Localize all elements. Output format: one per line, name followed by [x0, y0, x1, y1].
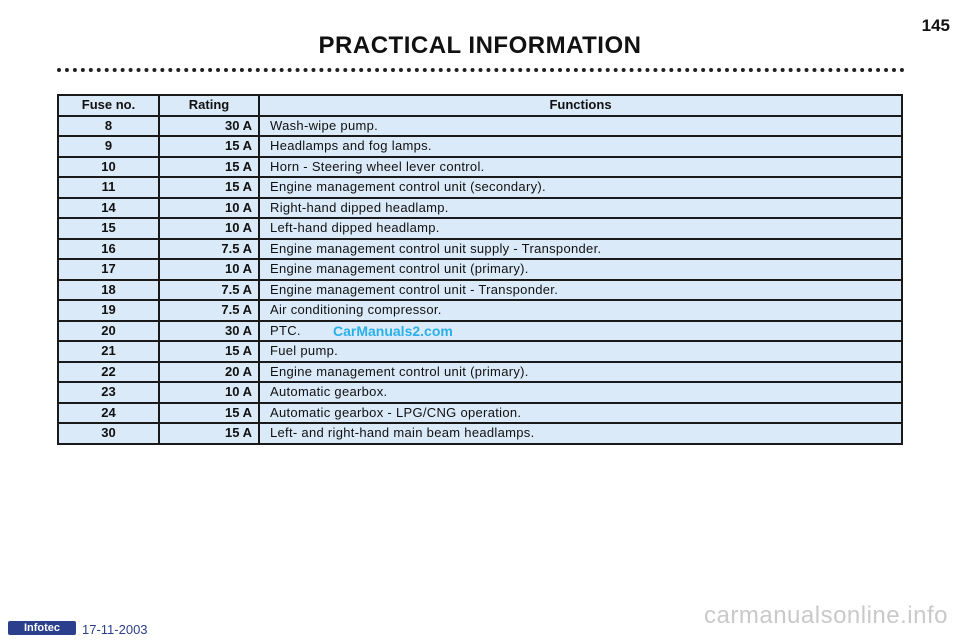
- fuse-number-cell: 22: [58, 362, 159, 383]
- fuse-number-cell: 16: [58, 239, 159, 260]
- table-row: [58, 177, 902, 198]
- table-row: [58, 423, 902, 444]
- table-row: [58, 198, 902, 219]
- watermark-text: CarManuals2.com: [333, 323, 453, 339]
- function-cell: Wash-wipe pump.: [259, 116, 902, 137]
- table-body: [58, 116, 902, 444]
- function-cell: Right-hand dipped headlamp.: [259, 198, 902, 219]
- table-row: [58, 136, 902, 157]
- header-rating: Rating: [159, 95, 259, 116]
- table-row: [58, 280, 902, 301]
- function-cell: PTC.: [259, 321, 902, 342]
- page-number: 145: [921, 16, 950, 35]
- fuse-number-cell: 30: [58, 423, 159, 444]
- fuse-number-cell: 19: [58, 300, 159, 321]
- function-cell: Engine management control unit (primary).: [259, 362, 902, 383]
- rating-cell: 7.5 A: [159, 300, 259, 321]
- rating-cell: 15 A: [159, 157, 259, 178]
- fuse-number-cell: 10: [58, 157, 159, 178]
- function-cell: Horn - Steering wheel lever control.: [259, 157, 902, 178]
- rating-cell: 30 A: [159, 321, 259, 342]
- table-row: [58, 300, 902, 321]
- function-cell: Headlamps and fog lamps.: [259, 136, 902, 157]
- table-row: [58, 362, 902, 383]
- fuse-number-cell: 24: [58, 403, 159, 424]
- table-row: [58, 239, 902, 260]
- header-functions: Functions: [259, 95, 902, 116]
- table-row: [58, 341, 902, 362]
- function-cell: Engine management control unit - Transponder.: [259, 280, 902, 301]
- infotec-badge: Infotec: [8, 621, 76, 635]
- function-cell: Left-hand dipped headlamp.: [259, 218, 902, 239]
- function-cell: Automatic gearbox - LPG/CNG operation.: [259, 403, 902, 424]
- rating-cell: 7.5 A: [159, 280, 259, 301]
- rating-cell: 10 A: [159, 218, 259, 239]
- rating-cell: 10 A: [159, 198, 259, 219]
- rating-cell: 15 A: [159, 177, 259, 198]
- table-row: [58, 116, 902, 137]
- table-header-row: [58, 95, 902, 116]
- footer-site-watermark: carmanualsonline.info: [704, 602, 948, 629]
- rating-cell: 20 A: [159, 362, 259, 383]
- fuse-number-cell: 20: [58, 321, 159, 342]
- header-fuse-no: Fuse no.: [58, 95, 159, 116]
- footer-date: 17-11-2003: [82, 622, 148, 637]
- table-row: [58, 157, 902, 178]
- function-cell: Engine management control unit (secondary).: [259, 177, 902, 198]
- rating-cell: 15 A: [159, 341, 259, 362]
- function-cell: Left- and right-hand main beam headlamps.: [259, 423, 902, 444]
- page-title: PRACTICAL INFORMATION: [318, 32, 642, 59]
- fuse-number-cell: 23: [58, 382, 159, 403]
- rating-cell: 10 A: [159, 259, 259, 280]
- function-cell: Air conditioning compressor.: [259, 300, 902, 321]
- dotted-divider: [57, 68, 905, 72]
- rating-cell: 15 A: [159, 403, 259, 424]
- rating-cell: 30 A: [159, 116, 259, 137]
- rating-cell: 7.5 A: [159, 239, 259, 260]
- table-row: [58, 382, 902, 403]
- function-cell: Automatic gearbox.: [259, 382, 902, 403]
- fuse-number-cell: 21: [58, 341, 159, 362]
- table-row: [58, 259, 902, 280]
- fuse-number-cell: 15: [58, 218, 159, 239]
- table-row: [58, 321, 902, 342]
- function-cell: Engine management control unit supply - Transponder.: [259, 239, 902, 260]
- function-cell: Engine management control unit (primary).: [259, 259, 902, 280]
- fuse-number-cell: 14: [58, 198, 159, 219]
- rating-cell: 15 A: [159, 423, 259, 444]
- fuse-table: [57, 94, 903, 445]
- fuse-number-cell: 11: [58, 177, 159, 198]
- rating-cell: 15 A: [159, 136, 259, 157]
- fuse-number-cell: 17: [58, 259, 159, 280]
- table-row: [58, 218, 902, 239]
- fuse-number-cell: 9: [58, 136, 159, 157]
- fuse-number-cell: 18: [58, 280, 159, 301]
- table-row: [58, 403, 902, 424]
- rating-cell: 10 A: [159, 382, 259, 403]
- fuse-number-cell: 8: [58, 116, 159, 137]
- function-cell: Fuel pump.: [259, 341, 902, 362]
